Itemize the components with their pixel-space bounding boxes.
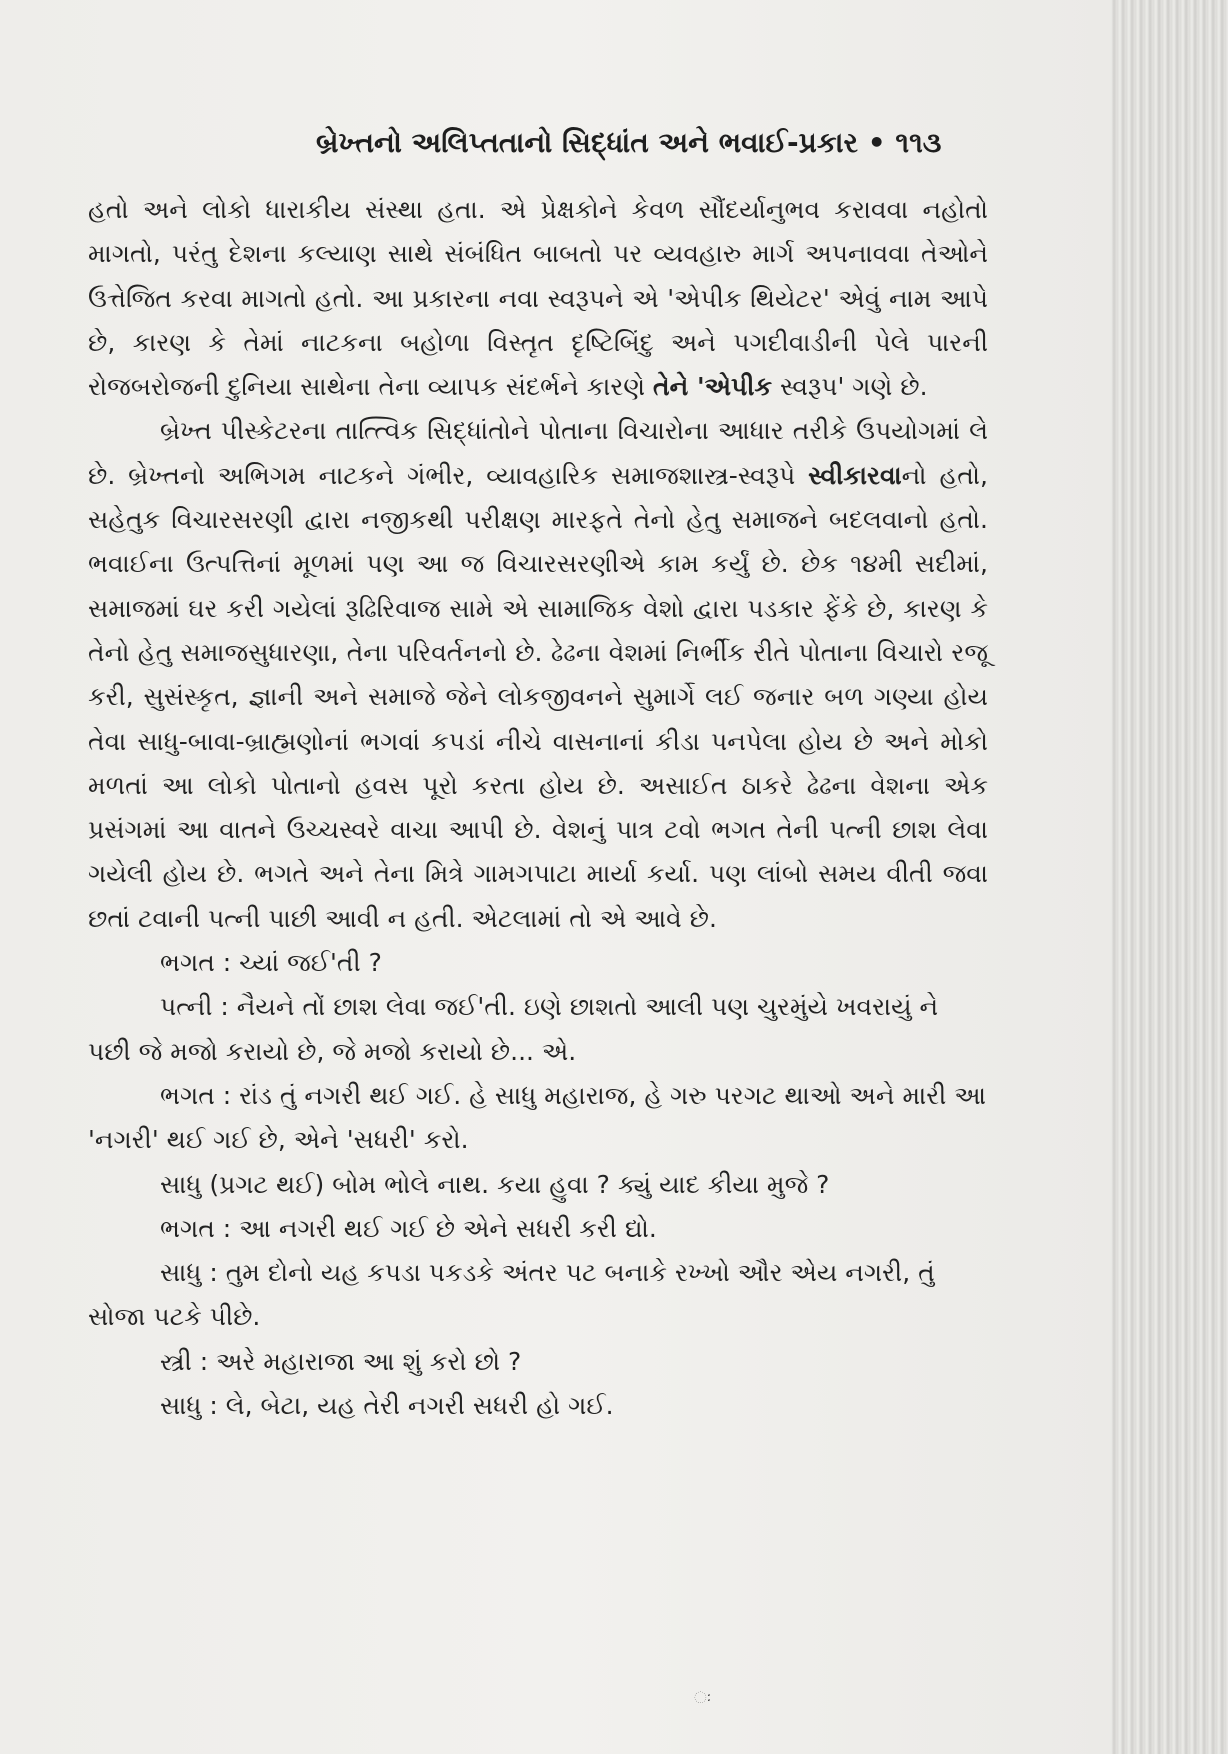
paragraph-1-bold: તેને 'એપીક <box>653 372 773 402</box>
dialogue-line: ભગત : ચ્યાં જઈ'તી ? <box>160 948 382 978</box>
paragraph-2-bold: સ્વીકારવા <box>808 460 902 490</box>
dialogue-line: ભગત : રાંડ તું નગરી થઈ ગઈ. હે સાધુ મહારાજ, હે ગરુ પરગટ થાઓ અને મારી આ 'નગરી' થઈ ગઈ છે, એને 'સધરી' કરો. <box>88 1080 987 1155</box>
running-head: બ્રેખ્તનો અલિપ્તતાનો સિદ્ધાંત અને ભવાઈ-પ્રકાર • ૧૧૩ <box>316 126 942 159</box>
dialogue-line: સાધુ : લે, બેટા, યહ તેરી નગરી સધરી હો ગઈ. <box>160 1391 614 1421</box>
dialogue-line: ભગત : આ નગરી થઈ ગઈ છે એને સધરી કરી દ્યો. <box>160 1213 657 1243</box>
paragraph-1 <box>88 188 988 409</box>
book-page-edges <box>1108 0 1228 1754</box>
paragraph-2-text: બ્રેખ્ત પીસ્કેટરના તાત્ત્વિક સિદ્ધાંતોને પોતાના વિચારોના આધાર તરીકે ઉપયોગમાં લે છે. બ્રેખ્તનો અભિગમ નાટકને ગંભીર, વ્યાવહારિક સમાજશાસ્ત્ર-સ્વરૂપે <box>88 416 988 490</box>
paragraph-2-rest: નો હતો, સહેતુક વિચારસરણી દ્વારા નજીકથી પરીક્ષણ મારફતે તેનો હેતુ સમાજને બદલવાનો હતો. ભવાઈના ઉત્પત્તિનાં મૂળમાં પણ આ જ વિચારસરણીએ કામ કર્યું છે. છેક ૧૪મી સદીમાં, સમાજમાં ઘર કરી ગયેલાં રૂઢિરિવાજ સામે એ સામાજિક વેશો દ્વારા પડકાર ફેંકે છે, કારણ કે તેનો હેતુ સમાજસુધારણા, તેના પરિવર્તનનો છે. ઢેઢના વેશમાં નિર્ભીક રીતે પોતાના વિચારો રજૂ કરી, સુસંસ્કૃત, જ્ઞાની અને સમાજે જેને લોકજીવનને સુમાર્ગે લઈ જનાર બળ ગણ્યા હોય તેવા સાધુ-બાવા-બ્રાહ્મણોનાં ભગવાં કપડાં નીચે વાસનાનાં કીડા પનપેલા હોય છે અને મોકો મળતાં આ લોકો પોતાનો હવસ પૂરો કરતા હોય છે. અસાઈત ઠાકરે ઢેઢના વેશના એક પ્રસંગમાં આ વાતને ઉચ્ચસ્વરે વાચા આપી છે. વેશનું પાત્ર ટવો ભગત તેની પત્ની છાશ લેવા ગયેલી હોય છે. ભગતે અને તેના મિત્રે ગામગપાટા માર્યા કર્યા. પણ લાંબો સમય વીતી જવા છતાં ટવાની પત્ની પાછી આવી ન હતી. એટલામાં તો એ આવે છે. <box>88 460 988 933</box>
dialogue-line: સાધુ (પ્રગટ થઈ) બોમ ભોલે નાથ. કયા હુવા ? ક્યું યાદ કીયા મુજે ? <box>160 1169 830 1199</box>
paragraph-1-end: સ્વરૂપ' ગણે છે. <box>772 372 928 402</box>
page-bottom-mark: ઃ <box>694 1688 712 1707</box>
dialogue-line: પત્ની : નૈયને તોં છાશ લેવા જઈ'તી. ઇણે છાશતો આલી પણ ચુરમુંયે ખવરાયું ને પછી જે મજો કરાયો છે, જે મજો કરાયો છે... એ. <box>88 992 939 1066</box>
body-text <box>88 188 988 1428</box>
dialogue-line: સાધુ : તુમ દોનો યહ કપડા પકડકે અંતર પટ બનાકે રખ્ખો ઔર એય નગરી, તું સોજા પટકે પીછે. <box>88 1258 935 1332</box>
dialogue-line: સ્ત્રી : અરે મહારાજા આ શું કરો છો ? <box>160 1346 522 1376</box>
paragraph-1-text: હતો અને લોકો ધારાકીય સંસ્થા હતા. એ પ્રેક્ષકોને કેવળ સૌંદર્યાનુભવ કરાવવા નહોતો માગતો, પરંતુ દેશના કલ્યાણ સાથે સંબંધિત બાબતો પર વ્યવહારુ માર્ગ અપનાવવા તેઓને ઉત્તેજિત કરવા માગતો હતો. આ પ્રકારના નવા સ્વરૂપને એ 'એપીક થિયેટર' એવું નામ આપે છે, કારણ કે તેમાં નાટકના બહોળા વિસ્તૃત દૃષ્ટિબિંદુ અને પગદીવાડીની પેલે પારની રોજબરોજની દુનિયા સાથેના તેના વ્યાપક સંદર્ભને કારણે <box>88 195 988 402</box>
paragraph-2 <box>88 409 988 941</box>
